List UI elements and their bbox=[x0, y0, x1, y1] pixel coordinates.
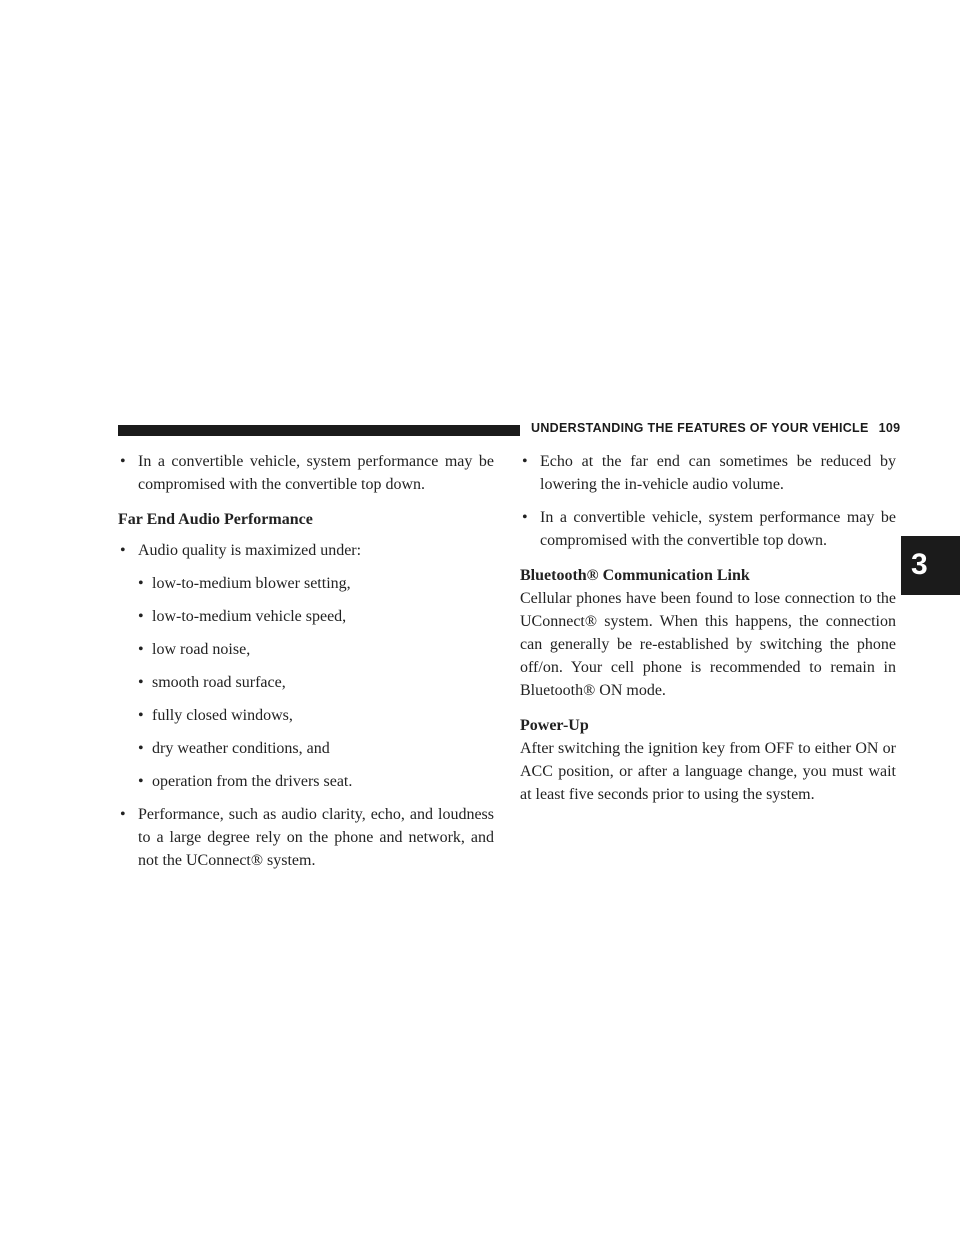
heading-far-end-audio: Far End Audio Performance bbox=[118, 511, 313, 528]
bullet-performance: • Performance, such as audio clarity, echo, and loudness to a large degree rely on the phone and network, and not the UConnect® system. bbox=[118, 803, 494, 872]
bullet-convertible: • In a convertible vehicle, system performance may be compromised with the convertible top down. bbox=[118, 450, 494, 496]
bullet-audio-quality: • Audio quality is maximized under: bbox=[118, 539, 494, 562]
bullet-convertible-right: • In a convertible vehicle, system performance may be compromised with the convertible top down. bbox=[520, 506, 896, 552]
left-column bbox=[118, 450, 494, 882]
para-bluetooth: Cellular phones have been found to lose connection to the UConnect® system. When this happens, the connection can generally be re-established by switching the phone off/on. Your cell phone is recommended to remain in Bluetooth® ON mode. bbox=[520, 590, 896, 699]
heading-power-up: Power-Up bbox=[520, 717, 589, 734]
sub-bullet: • operation from the drivers seat. bbox=[136, 770, 494, 793]
running-header bbox=[531, 421, 900, 435]
sub-bullet: • low-to-medium vehicle speed, bbox=[136, 605, 494, 628]
right-column bbox=[520, 450, 896, 816]
page-number: 109 bbox=[878, 421, 901, 435]
para-power-up: After switching the ignition key from OFF to either ON or ACC position, or after a language change, you must wait at least five seconds prior to using the system. bbox=[520, 740, 896, 803]
header-rule bbox=[118, 425, 520, 436]
sub-bullet: • low road noise, bbox=[136, 638, 494, 661]
sub-bullet: • low-to-medium blower setting, bbox=[136, 572, 494, 595]
bullet-echo: • Echo at the far end can sometimes be reduced by lowering the in-vehicle audio volume. bbox=[520, 450, 896, 496]
heading-bluetooth: Bluetooth® Communication Link bbox=[520, 567, 750, 584]
section-title: UNDERSTANDING THE FEATURES OF YOUR VEHICLE bbox=[531, 421, 869, 435]
sub-bullet: • dry weather conditions, and bbox=[136, 737, 494, 760]
chapter-tab bbox=[901, 536, 960, 595]
sub-bullet: • smooth road surface, bbox=[136, 671, 494, 694]
sub-bullet: • fully closed windows, bbox=[136, 704, 494, 727]
chapter-number: 3 bbox=[911, 548, 928, 581]
